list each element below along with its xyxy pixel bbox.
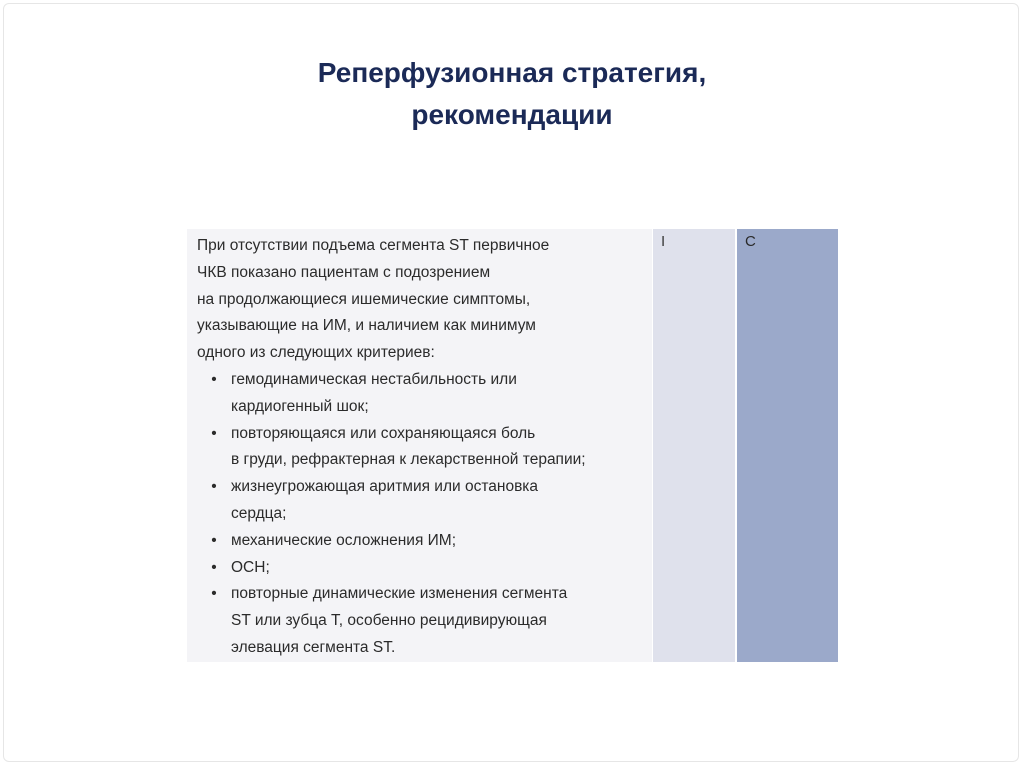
criteria-text: гемодинамическая нестабильность или (231, 370, 517, 388)
title-line-1: Реперфузионная стратегия, (317, 57, 707, 88)
criteria-text: ST или зубца T, особенно рецидивирующая (231, 612, 547, 630)
title-line-2: рекомендации (411, 99, 613, 130)
bullet-icon: • (211, 531, 217, 549)
criteria-item (197, 555, 652, 582)
bullet-icon: • (211, 370, 217, 388)
criteria-text: механические осложнения ИМ; (231, 531, 457, 549)
slide-title (140, 52, 884, 136)
intro-line: указывающие на ИМ, и наличием как минимум (197, 317, 536, 335)
criteria-item (197, 528, 652, 555)
criteria-text: ОСН; (231, 558, 270, 576)
evidence-level-cell (737, 229, 838, 662)
bullet-icon: • (211, 558, 217, 576)
intro-line: ЧКВ показано пациентам с подозрением (197, 263, 491, 281)
intro-line: При отсутствии подъема сегмента ST первичное (197, 237, 550, 254)
criteria-item (197, 367, 652, 421)
criteria-text: повторные динамические изменения сегмента (231, 585, 568, 603)
recommendation-text-cell (187, 229, 652, 662)
recommendation-class-cell (653, 229, 735, 662)
class-value: I (661, 233, 666, 250)
criteria-text: в груди, рефрактерная к лекарственной терапии; (231, 451, 586, 469)
intro-line: одного из следующих критериев: (197, 344, 435, 362)
bullet-icon: • (211, 424, 217, 442)
criteria-text: элевация сегмента ST. (231, 638, 396, 656)
level-value: C (745, 233, 756, 250)
criteria-item (197, 581, 652, 661)
criteria-text: жизнеугрожающая аритмия или остановка (231, 478, 539, 496)
criteria-item (197, 421, 652, 475)
bullet-icon: • (211, 585, 217, 603)
intro-line: на продолжающиеся ишемические симптомы, (197, 290, 531, 308)
criteria-item (197, 474, 652, 528)
criteria-text: сердца; (231, 504, 287, 522)
criteria-text: кардиогенный шок; (231, 397, 369, 415)
recommendation-table (187, 229, 838, 662)
bullet-icon: • (211, 478, 217, 496)
criteria-text: повторяющаяся или сохраняющаяся боль (231, 424, 536, 442)
